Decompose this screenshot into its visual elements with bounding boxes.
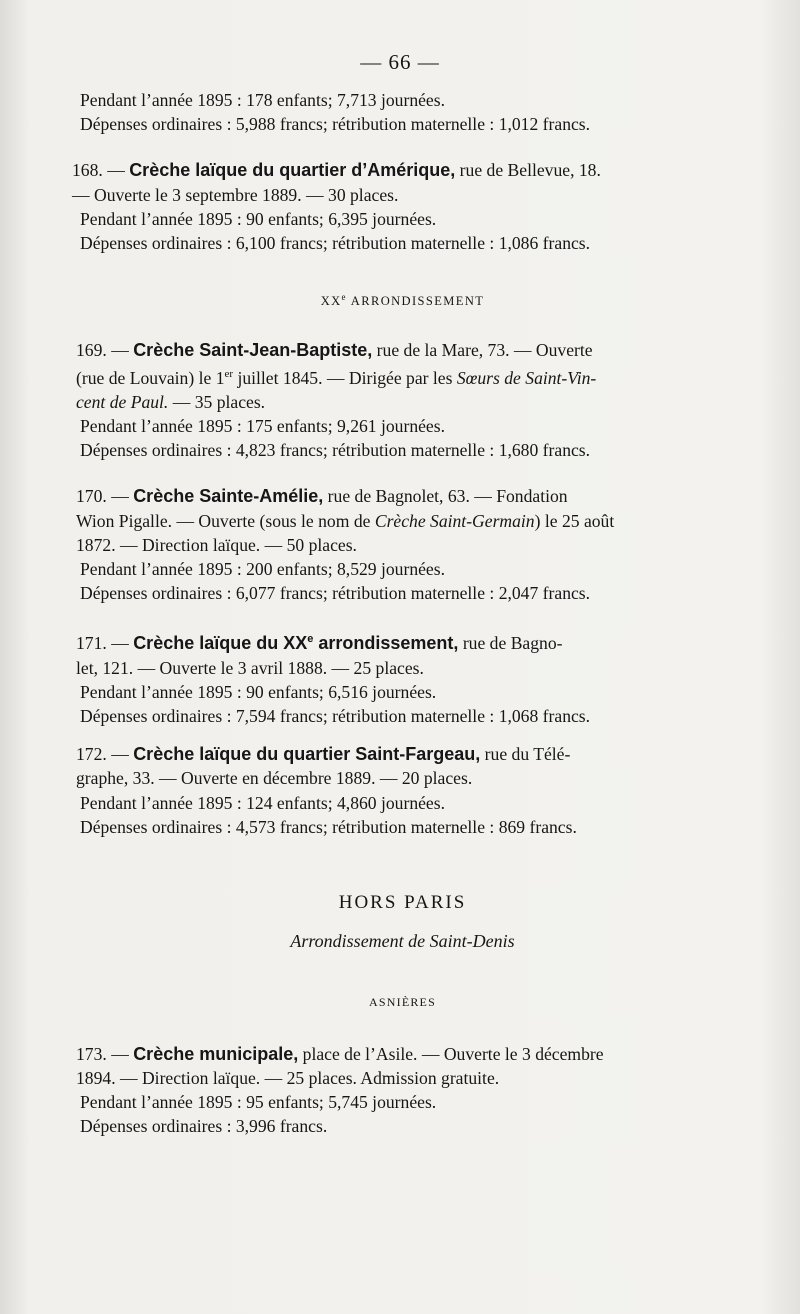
entry-address: place de l’Asile. — Ouverte le 3 décembre (298, 1043, 604, 1064)
entry-address: rue de la Mare, 73. — Ouverte (372, 339, 593, 360)
entry-168 (72, 158, 725, 255)
attendance-line: Pendant l’année 1895 : 175 enfants; 9,261 journées. (80, 416, 445, 437)
entry-address: rue de Bellevue, 18. (455, 160, 601, 181)
entry-title: Crèche Sainte-Amélie, (133, 486, 324, 507)
entry-170: 170. — Crèche Sainte-Amélie, rue de Bagnolet, 63. — Fondation Wion Pigalle. — Ouverte (sous le nom de Crèche Saint-Germain) le 25 août 1872. — Direction laïque. — 50 places. Pendant l’année 1895 : 200 enfants; 8,529 journées. Dépenses ordinaires : 6,077 francs; rétribution maternelle : 2,047 francs. (80, 484, 725, 605)
entry-number: 168. — (72, 160, 125, 181)
entry-number: 169. — (76, 339, 129, 360)
attendance-line: Pendant l’année 1895 : 90 enfants; 6,395 journées. (80, 208, 437, 229)
section-heading-xx-arrondissement: XXe ARRONDISSEMENT (320, 292, 485, 309)
entry-number: 170. — (76, 486, 129, 507)
page-body (72, 88, 725, 1139)
entry-173: 173. — Crèche municipale, place de l’Asile. — Ouverte le 3 décembre 1894. — Direction laïque. — 25 places. Admission gratuite. Pendant l’année 1895 : 95 enfants; 5,745 journées. Dépenses ordinaires : 3,996 francs. (80, 1042, 725, 1139)
entry-171: 171. — Crèche laïque du XXe arrondissement, rue de Bagno- let, 121. — Ouverte le 3 avril 1888. — 25 places. Pendant l’année 1895 : 90 enfants; 6,516 journées. Dépenses ordinaires : 7,594 francs; rétribution maternelle : 1,068 francs. (80, 627, 725, 728)
expenses-line: Dépenses ordinaires : 6,077 francs; rétribution maternelle : 2,047 francs. (80, 583, 591, 604)
entry-address: rue de Bagno- (458, 633, 563, 654)
town-heading: ASNIÈRES (369, 994, 436, 1009)
entry-address: rue de Bagnolet, 63. — Fondation (323, 486, 568, 507)
expenses-line: Dépenses ordinaires : 5,988 francs; rétribution maternelle : 1,012 francs. (80, 114, 591, 135)
entry-number: 171. — (76, 633, 129, 654)
entry-number: 172. — (76, 744, 129, 765)
attendance-line: Pendant l’année 1895 : 200 enfants; 8,529 journées. (80, 559, 445, 580)
expenses-line: Dépenses ordinaires : 6,100 francs; rétribution maternelle : 1,086 francs. (80, 233, 591, 254)
entry-address: rue du Télé- (480, 744, 571, 765)
attendance-line: Pendant l’année 1895 : 178 enfants; 7,713 journées. (80, 90, 445, 110)
entry-number: 173. — (76, 1043, 129, 1064)
entry-title: Crèche Saint-Jean-Baptiste, (133, 339, 373, 360)
entry-title: Crèche laïque du quartier d’Amérique, (129, 160, 456, 181)
entry-169: 169. — Crèche Saint-Jean-Baptiste, rue de la Mare, 73. — Ouverte (rue de Louvain) le 1er juillet 1845. — Dirigée par les Sœurs de Saint-Vin- cent de Paul. — 35 places. Pendant l’année 1895 : 175 enfants; 9,261 journées. Dépenses ordinaires : 4,823 francs; rétribution maternelle : 1,680 francs. (80, 338, 725, 463)
attendance-line: Pendant l’année 1895 : 124 enfants; 4,860 journées. (80, 792, 445, 813)
expenses-line: Dépenses ordinaires : 4,823 francs; rétribution maternelle : 1,680 francs. (80, 440, 591, 461)
expenses-line: Dépenses ordinaires : 7,594 francs; rétribution maternelle : 1,068 francs. (80, 706, 591, 727)
page-number: — 66 — (360, 50, 440, 74)
entry-title: Crèche laïque du quartier Saint-Fargeau, (133, 744, 481, 765)
arrondissement-heading: Arrondissement de Saint-Denis (290, 931, 515, 952)
expenses-line: Dépenses ordinaires : 4,573 francs; rétribution maternelle : 869 francs. (80, 816, 577, 837)
attendance-line: Pendant l’année 1895 : 90 enfants; 6,516 journées. (80, 681, 437, 702)
entry-167-continued (80, 88, 725, 136)
entry-title: Crèche municipale, (133, 1043, 299, 1064)
entry-172: 172. — Crèche laïque du quartier Saint-Fargeau, rue du Télé- graphe, 33. — Ouverte en décembre 1889. — 20 places. Pendant l’année 1895 : 124 enfants; 4,860 journées. Dépenses ordinaires : 4,573 francs; rétribution maternelle : 869 francs. (80, 742, 725, 839)
attendance-line: Pendant l’année 1895 : 95 enfants; 5,745 journées. (80, 1092, 437, 1113)
expenses-line: Dépenses ordinaires : 3,996 francs. (80, 1116, 328, 1137)
entry-title: Crèche laïque du XXe arrondissement, (133, 633, 459, 654)
opening-line: — Ouverte le 3 septembre 1889. — 30 places. (72, 184, 399, 205)
hors-paris-heading: HORS PARIS (338, 892, 467, 914)
